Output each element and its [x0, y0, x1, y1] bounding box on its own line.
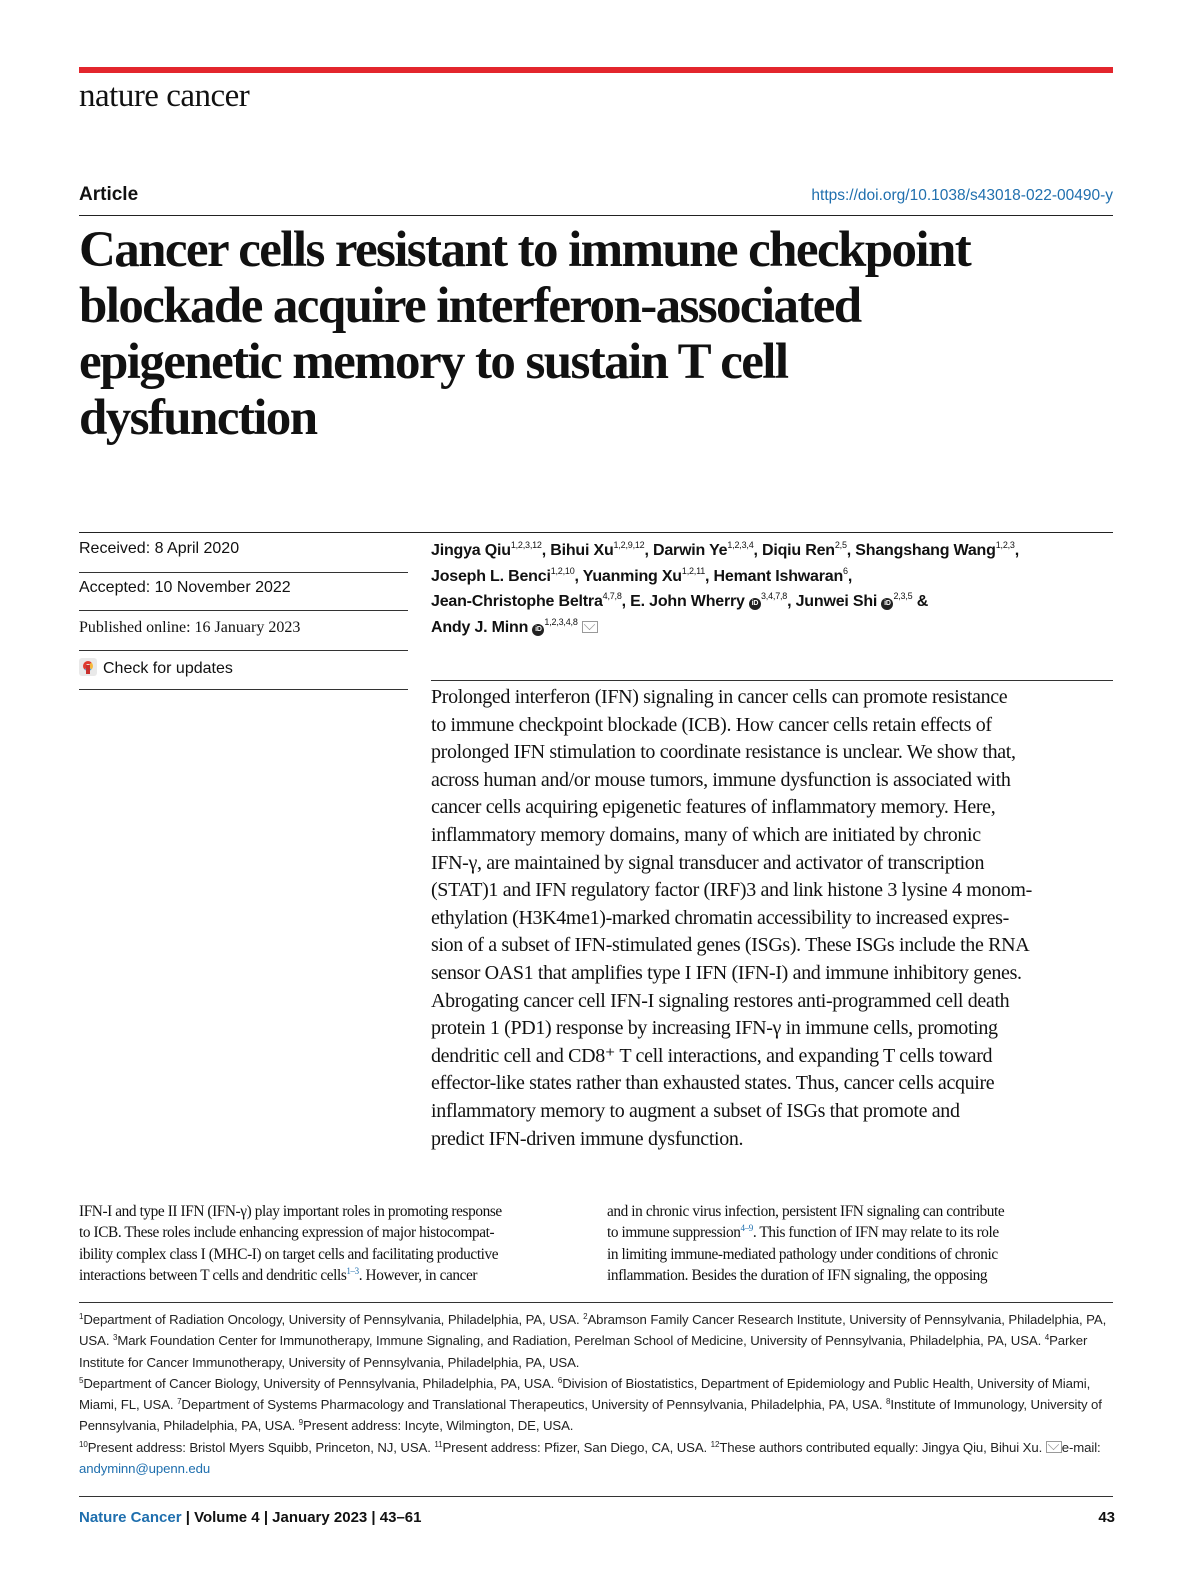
author-name[interactable]: Hemant Ishwaran	[713, 567, 844, 585]
article-title	[79, 222, 1139, 446]
abstract-line: predict IFN-driven immune dysfunction.	[431, 1127, 744, 1150]
author-name[interactable]: E. John Wherry	[630, 593, 745, 610]
affiliation-text: Division of Biostatistics, Department of Epidemiology and Public Health, University of Miami, Miami, FL, USA.	[79, 1375, 1091, 1413]
author-affiliations: 2,3,5	[893, 591, 913, 601]
body-line: IFN-I and type II IFN (IFN-γ) play important roles in promoting response	[79, 1203, 502, 1220]
affiliation-number: 4	[1044, 1333, 1050, 1343]
abstract-line: prolonged IFN stimulation to coordinate resistance is unclear. We show that,	[431, 741, 1016, 764]
author-separator: ,	[1014, 542, 1019, 559]
abstract-line: protein 1 (PD1) response by increasing IFN-γ in immune cells, promoting	[431, 1017, 998, 1040]
author-name[interactable]: Andy J. Minn	[431, 618, 529, 636]
author-affiliations: 1,2,10	[550, 565, 575, 576]
reference-link[interactable]: 1–3	[346, 1265, 359, 1276]
author-separator: ,	[621, 593, 631, 610]
check-for-updates-icon	[79, 658, 97, 676]
body-text-right-column	[607, 1201, 1114, 1286]
abstract-line: IFN-γ, are maintained by signal transducer and activator of transcription	[431, 851, 985, 874]
check-for-updates-button[interactable]	[79, 658, 408, 678]
author-separator: ,	[846, 542, 856, 559]
affiliation-text: Mark Foundation Center for Immunotherapy, Immune Signaling, and Radiation, Perelman School of Medicine, University of Pennsylvania, Philadelphia, PA, USA.	[117, 1333, 1045, 1349]
affiliation-text: Department of Radiation Oncology, University of Pennsylvania, Philadelphia, PA, USA.	[83, 1312, 584, 1327]
body-line: . This function of IFN may relate to its role	[752, 1224, 999, 1242]
author-affiliations: 1,2,3,4,8	[544, 616, 578, 627]
affiliation-text: Parker Institute for Cancer Immunotherapy, University of Pennsylvania, Philadelphia, PA, USA.	[79, 1333, 1088, 1370]
abstract-line: Abrogating cancer cell IFN-I signaling restores anti-programmed cell death	[431, 989, 1010, 1012]
author-name[interactable]: Bihui Xu	[550, 542, 614, 559]
meta-divider	[79, 610, 408, 611]
body-line: ibility complex class I (MHC-I) on target cells and facilitating productive	[79, 1245, 499, 1263]
affiliation-number: 7	[177, 1397, 182, 1407]
affiliation-number: 6	[557, 1375, 563, 1385]
body-line: in limiting immune-mediated pathology under conditions of chronic	[607, 1245, 998, 1263]
check-for-updates-label: Check for updates	[103, 660, 233, 677]
affiliation-number: 3	[112, 1333, 118, 1343]
affiliation-number: 11	[434, 1439, 443, 1449]
author-affiliations: 1,2,3,4	[727, 540, 754, 550]
accepted-date: Accepted: 10 November 2022	[79, 579, 291, 596]
affiliation-text: Department of Cancer Biology, University of Pennsylvania, Philadelphia, PA, USA.	[83, 1375, 558, 1391]
author-name[interactable]: Jean-Christophe Beltra	[431, 593, 603, 610]
abstract-line: ethylation (H3K4me1)-marked chromatin accessibility to increased expres-	[431, 906, 1009, 929]
footer-divider	[79, 1496, 1113, 1497]
abstract-line: to immune checkpoint blockade (ICB). How cancer cells retain effects of	[431, 713, 992, 736]
journal-name: nature cancer	[79, 78, 250, 114]
abstract-line: across human and/or mouse tumors, immune dysfunction is associated with	[431, 768, 1011, 791]
author-affiliations: 2,5	[834, 540, 847, 550]
abstract-line: inflammatory memory domains, many of which are initiated by chronic	[431, 823, 981, 846]
footer-journal-link[interactable]: Nature Cancer	[79, 1509, 182, 1526]
body-line: and in chronic virus infection, persistent IFN signaling can contribute	[607, 1203, 1005, 1220]
affiliation-text: Department of Systems Pharmacology and Translational Therapeutics, University of Pennsylvania, Philadelphia, PA, USA.	[181, 1397, 887, 1413]
affiliation-number: 8	[886, 1397, 891, 1407]
author-list	[431, 538, 1121, 640]
author-name[interactable]: Yuanming Xu	[582, 567, 682, 585]
affiliation-number: 10	[79, 1439, 88, 1449]
doi-link[interactable]: https://doi.org/10.1038/s43018-022-00490-y	[811, 187, 1113, 204]
received-date: Received: 8 April 2020	[79, 540, 240, 557]
body-line: to ICB. These roles include enhancing expression of major histocompat-	[79, 1224, 495, 1242]
author-separator: ,	[705, 567, 714, 585]
author-affiliations: 6	[843, 565, 848, 576]
author-name[interactable]: Diqiu Ren	[762, 542, 835, 559]
author-name[interactable]: Junwei Shi	[795, 593, 878, 610]
abstract-line: sion of a subset of IFN-stimulated genes (ISGs). These ISGs include the RNA	[431, 934, 1030, 957]
orcid-icon[interactable]: iD	[749, 598, 761, 610]
affiliation-text: Present address: Bristol Myers Squibb, Princeton, NJ, USA.	[87, 1439, 435, 1455]
body-line: interactions between T cells and dendritic cells	[79, 1266, 347, 1284]
author-separator: &	[912, 593, 929, 610]
page-number: 43	[1098, 1509, 1115, 1526]
affiliation-text: These authors contributed equally: Jingya Qiu, Bihui Xu.	[719, 1439, 1046, 1455]
affiliation-number: 9	[298, 1418, 303, 1428]
orcid-icon[interactable]: iD	[881, 598, 893, 610]
email-link[interactable]: andyminn@upenn.edu	[79, 1461, 211, 1477]
author-name[interactable]: Joseph L. Benci	[431, 567, 551, 585]
meta-divider	[79, 572, 408, 573]
abstract-line: (STAT)1 and IFN regulatory factor (IRF)3 and link histone 3 lysine 4 monom-	[431, 879, 1032, 902]
author-separator: ,	[787, 593, 796, 610]
author-affiliations: 3,4,7,8	[760, 591, 788, 601]
published-date: Published online: 16 January 2023	[79, 619, 301, 636]
envelope-icon[interactable]	[582, 621, 598, 633]
author-affiliations: 1,2,3,12	[510, 540, 542, 550]
affiliation-number: 2	[583, 1312, 588, 1321]
affiliation-text: Present address: Pfizer, San Diego, CA, USA.	[442, 1439, 711, 1455]
body-line: inflammation. Besides the duration of IFN signaling, the opposing	[607, 1266, 988, 1284]
abstract-line: Prolonged interferon (IFN) signaling in cancer cells can promote resistance	[431, 686, 1008, 708]
affiliations-divider	[79, 1302, 1113, 1303]
footer-issue: | Volume 4 | January 2023 | 43–61	[181, 1509, 422, 1526]
author-separator: ,	[541, 542, 551, 559]
header-divider	[79, 215, 1113, 216]
author-affiliations: 4,7,8	[602, 591, 622, 601]
affiliation-text: Institute of Immunology, University of Pennsylvania, Philadelphia, PA, USA.	[79, 1397, 1102, 1434]
abstract	[431, 684, 1121, 1153]
body-line: to immune suppression	[607, 1224, 741, 1242]
journal-top-bar	[79, 67, 1113, 73]
author-name[interactable]: Darwin Ye	[652, 542, 728, 559]
affiliation-text: Abramson Family Cancer Research Institute, University of Pennsylvania, Philadelphia, PA, USA.	[79, 1312, 1107, 1349]
affiliation-number: 12	[710, 1439, 720, 1449]
author-separator: ,	[753, 542, 762, 559]
envelope-icon	[1046, 1441, 1062, 1453]
body-text-left-column	[79, 1201, 586, 1286]
author-affiliations: 1,2,3	[995, 540, 1015, 550]
abstract-divider	[431, 680, 1113, 681]
footer-citation	[79, 1509, 422, 1526]
email-label: e-mail:	[1061, 1439, 1101, 1455]
affiliations	[79, 1309, 1119, 1479]
abstract-line: effector-like states rather than exhausted states. Thus, cancer cells acquire	[431, 1072, 995, 1095]
meta-divider	[79, 689, 408, 690]
meta-divider	[79, 650, 408, 651]
affiliation-text: Present address: Incyte, Wilmington, DE, USA.	[303, 1418, 574, 1434]
title-line: epigenetic memory to sustain T cell	[79, 334, 788, 390]
title-line: dysfunction	[79, 390, 317, 446]
abstract-line: inflammatory memory to augment a subset of ISGs that promote and	[431, 1099, 960, 1122]
abstract-line: sensor OAS1 that amplifies type I IFN (IFN-I) and immune inhibitory genes.	[431, 961, 1022, 984]
orcid-icon[interactable]: iD	[532, 624, 544, 636]
article-type: Article	[79, 184, 139, 205]
title-line: Cancer cells resistant to immune checkpoint	[79, 222, 971, 278]
meta-divider	[79, 532, 1113, 533]
author-separator: ,	[644, 542, 653, 559]
author-separator: ,	[574, 567, 583, 585]
body-line: . However, in cancer	[358, 1266, 478, 1284]
abstract-line: cancer cells acquiring epigenetic features of inflammatory memory. Here,	[431, 796, 996, 819]
affiliation-number: 5	[79, 1375, 84, 1385]
reference-link[interactable]: 4–9	[740, 1223, 753, 1234]
abstract-line: dendritic cell and CD8⁺ T cell interactions, and expanding T cells toward	[431, 1044, 993, 1067]
author-name[interactable]: Shangshang Wang	[855, 542, 996, 559]
author-separator: ,	[847, 567, 853, 585]
author-name[interactable]: Jingya Qiu	[431, 542, 511, 559]
affiliation-number: 1	[79, 1312, 84, 1321]
title-line: blockade acquire interferon-associated	[79, 278, 861, 334]
author-affiliations: 1,2,9,12	[613, 540, 645, 550]
author-affiliations: 1,2,11	[681, 565, 706, 576]
